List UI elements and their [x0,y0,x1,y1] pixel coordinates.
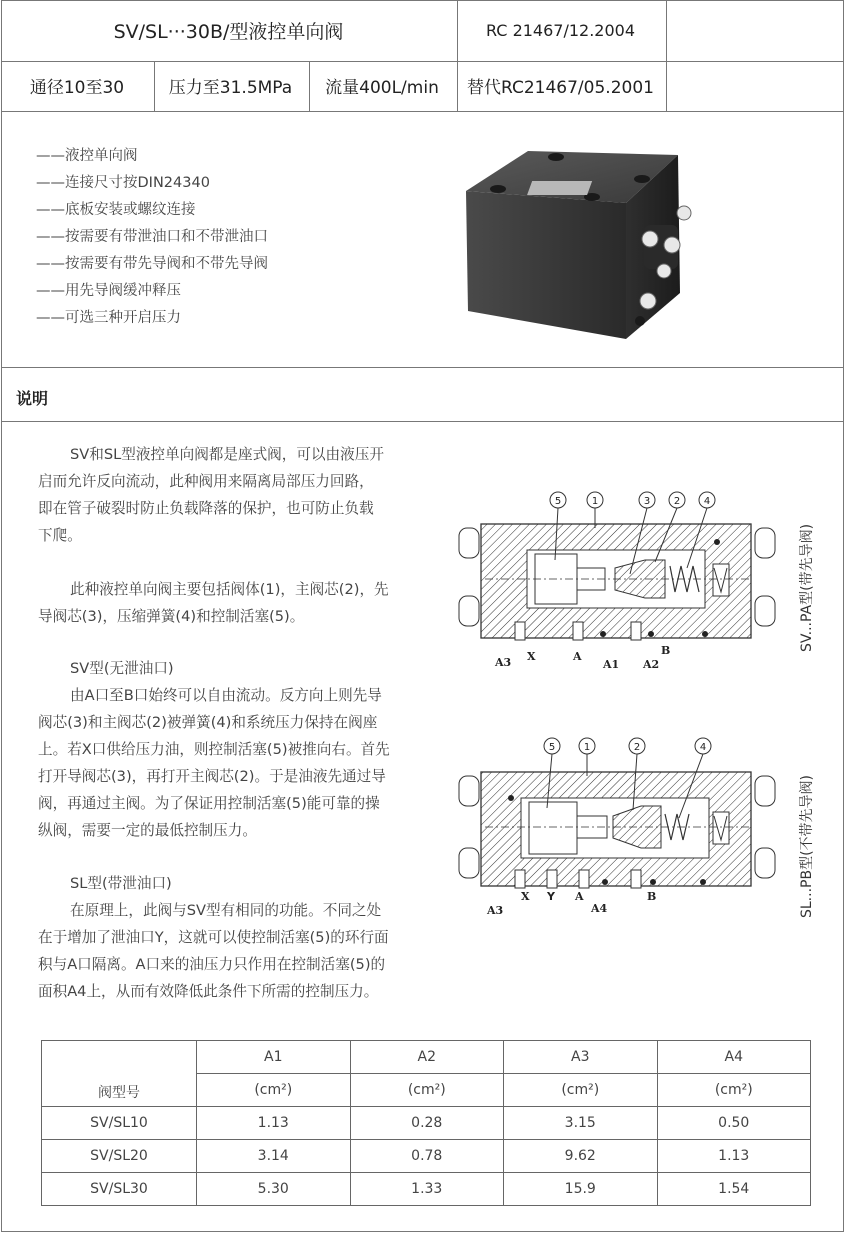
cell: 9.62 [504,1140,658,1173]
column-unit: (cm²) [504,1074,658,1107]
callout-label: 4 [703,496,711,507]
callout-label: 5 [548,742,556,753]
diagram-caption-top: SV...PA型(带先导阀) [799,523,815,652]
paragraph-line: 启而允许反向流动，此种阀用来隔离局部压力回路， [38,473,374,490]
table-row [42,1140,811,1173]
diagram-caption-bottom: SL...PB型(不带先导阀) [799,774,815,918]
column-header: A1 [197,1041,351,1074]
cell: 5.30 [197,1173,351,1206]
divider [2,421,843,422]
table-row [42,1173,811,1206]
feature-item: ——按需要有带先导阀和不带先导阀 [36,256,268,272]
table-header-row [42,1041,811,1074]
callout-label: 2 [633,742,641,753]
paragraph-line: 阀，再通过主阀。为了保证用控制活塞(5)能可靠的操 [38,795,380,812]
cell: 0.28 [350,1107,504,1140]
port-label: A3 [487,904,504,917]
cell: 3.15 [504,1107,658,1140]
paragraph-line: 阀芯(3)和主阀芯(2)被弹簧(4)和系统压力保持在阀座 [38,714,378,731]
paragraph-line: 导阀芯(3)，压缩弹簧(4)和控制活塞(5)。 [38,608,305,625]
feature-item: ——液控单向阀 [36,148,138,164]
spec-size: 通径10至30 [29,77,125,98]
section-title: 说明 [16,389,49,408]
column-header: A2 [350,1041,504,1074]
spec-pressure: 压力至31.5MPa [168,77,293,98]
area-table [41,1040,811,1206]
port-label: A3 [495,656,512,669]
valve-product-image [458,143,703,343]
port-label: A [573,650,582,663]
paragraph-line: 由A口至B口始终可以自由流动。反方向上则先导 [70,687,382,704]
spec-replaces: 替代RC21467/05.2001 [467,77,654,98]
port-label: B [647,890,657,903]
port-label: B [661,644,671,657]
divider [2,111,843,112]
row-model: SV/SL30 [42,1173,197,1206]
paragraph-line: 下爬。 [38,527,82,544]
port-label: A1 [603,658,620,671]
cell: 0.50 [657,1107,811,1140]
cell: 1.13 [657,1140,811,1173]
cell: 15.9 [504,1173,658,1206]
port-label: A4 [591,902,608,915]
column-header-model: 阀型号 [42,1041,197,1107]
callout-label: 2 [673,496,681,507]
cell: 1.54 [657,1173,811,1206]
callout-label: 5 [554,496,562,507]
spec-flow: 流量400L/min [325,77,439,98]
page-title: SV/SL···30B/型液控单向阀 [113,20,344,43]
paragraph-line: 在原理上，此阀与SV型有相同的功能。不同之处 [70,902,382,919]
port-label: A [575,890,584,903]
column-unit: (cm²) [350,1074,504,1107]
paragraph-line: 面积A4上，从而有效降低此条件下所需的控制压力。 [38,983,379,1000]
column-unit: (cm²) [197,1074,351,1107]
paragraph-line: 纵阀，需要一定的最低控制压力。 [38,822,257,839]
cell: 1.33 [350,1173,504,1206]
paragraph-line: 此种液控单向阀主要包括阀体(1)，主阀芯(2)，先 [70,581,389,598]
port-label: Y [547,890,555,903]
cell: 3.14 [197,1140,351,1173]
port-label: A2 [643,658,660,671]
paragraph-line: 即在管子破裂时防止负载降落的保护，也可防止负载 [38,500,374,517]
callout-1 [579,738,595,776]
divider [2,367,843,368]
row-model: SV/SL10 [42,1107,197,1140]
row-model: SV/SL20 [42,1140,197,1173]
paragraph-line: SV和SL型液控单向阀都是座式阀，可以由液压开 [70,446,384,463]
column-header: A3 [504,1041,658,1074]
callout-label: 1 [583,742,591,753]
sl-pb-section-diagram [455,732,785,922]
feature-item: ——底板安装或螺纹连接 [36,202,196,218]
column-unit: (cm²) [657,1074,811,1107]
feature-item: ——按需要有带泄油口和不带泄油口 [36,229,268,245]
callout-label: 1 [591,496,599,507]
feature-item: ——用先导阀缓冲释压 [36,283,181,299]
port-label: X [527,650,536,663]
subsection-title: SV型(无泄油口) [70,660,174,677]
cell: 0.78 [350,1140,504,1173]
paragraph-line: 上。若X口供给压力油，则控制活塞(5)被推向右。首先 [38,741,390,758]
subsection-title: SL型(带泄油口) [70,875,172,892]
paragraph-line: 在于增加了泄油口Y，这就可以使控制活塞(5)的环行面 [38,929,389,946]
callout-label: 3 [643,496,651,507]
sv-pa-section-diagram [455,488,785,673]
callout-1 [587,492,603,528]
cell: 1.13 [197,1107,351,1140]
feature-item: ——可选三种开启压力 [36,310,181,326]
table-row [42,1107,811,1140]
feature-item: ——连接尺寸按DIN24340 [36,175,210,191]
divider [666,1,667,111]
paragraph-line: 积与A口隔离。A口来的油压力只作用在控制活塞(5)的 [38,956,386,973]
paragraph-line: 打开导阀芯(3)，再打开主阀芯(2)。于是油液先通过导 [38,768,386,785]
doc-reference: RC 21467/12.2004 [485,20,636,40]
callout-label: 4 [699,742,707,753]
column-header: A4 [657,1041,811,1074]
port-label: X [521,890,530,903]
